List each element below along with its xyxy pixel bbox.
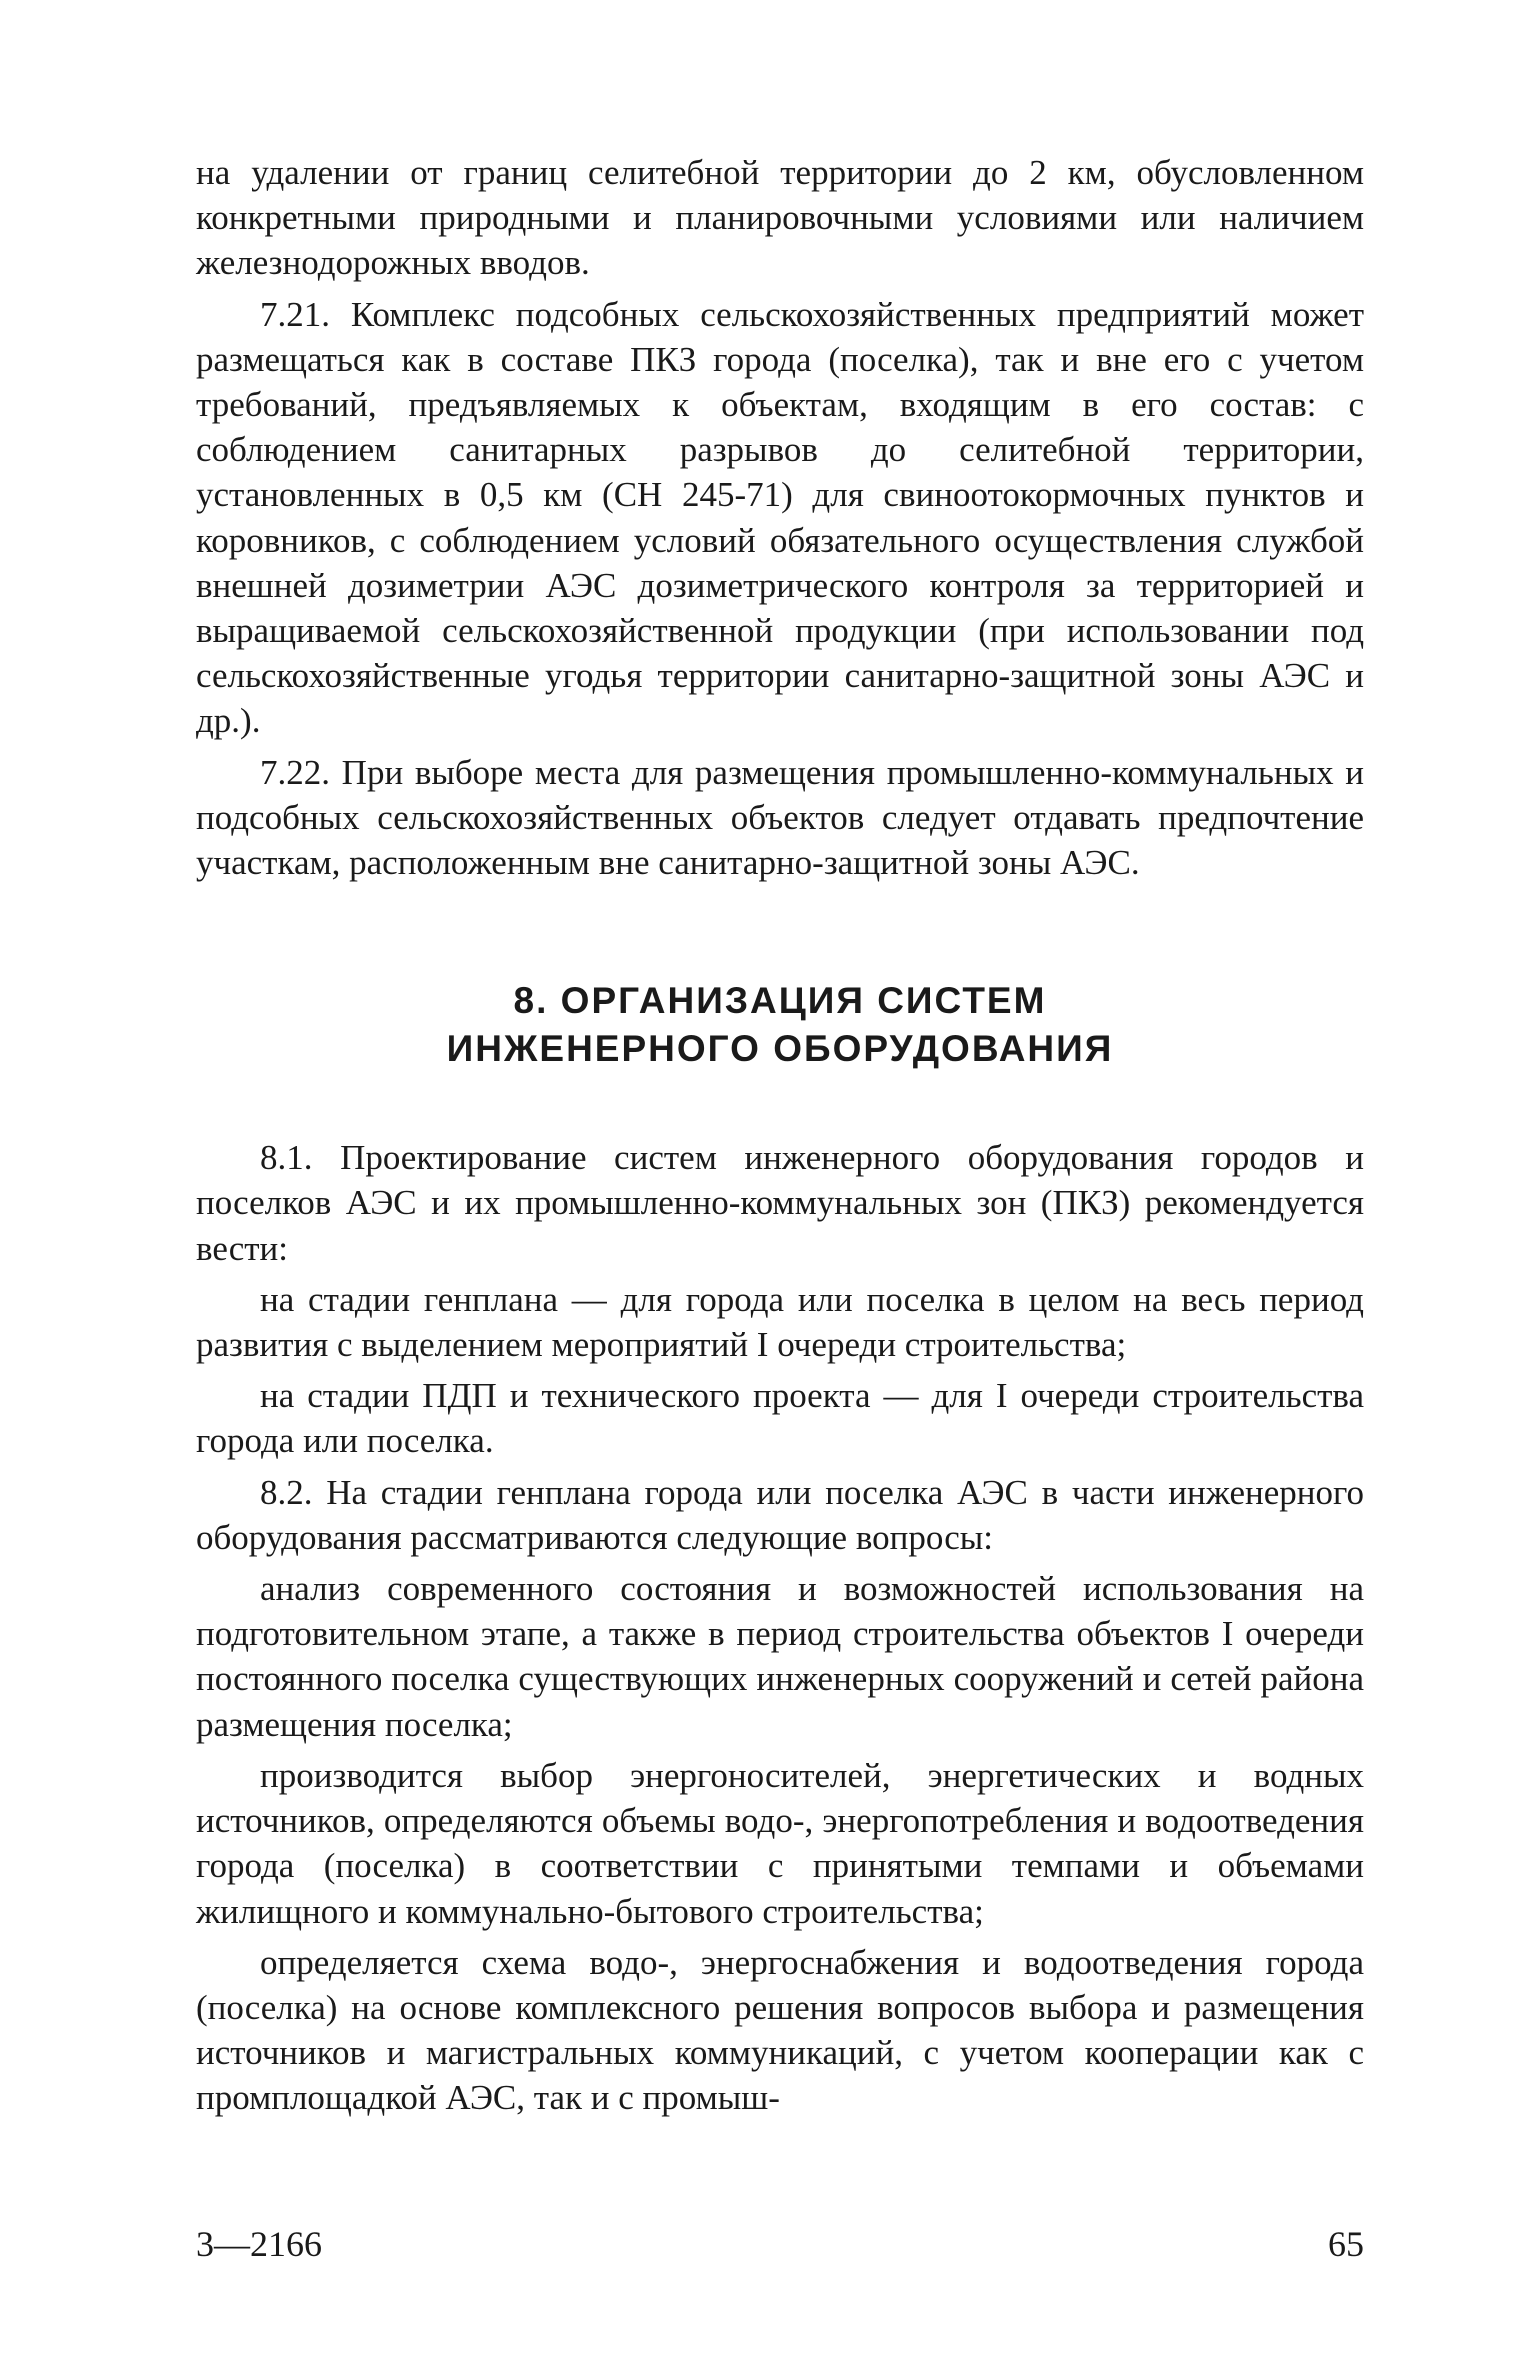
paragraph-8-2: 8.2. На стадии генплана города или поселка АЭС в части инженерного оборудования рассматриваются следующие вопросы: — [196, 1472, 1364, 1557]
paragraph-pdp-stage: на стадии ПДП и технического проекта — для I очереди строительства города или поселка. — [196, 1376, 1364, 1461]
paragraph-analysis: анализ современного состояния и возможностей использования на подготовительном этапе, а также в период строительства объектов I очереди постоянного поселка существующих инженерных сооружений и сетей района размещения поселка; — [196, 1569, 1364, 1744]
paragraph-7-21: 7.21. Комплекс подсобных сельскохозяйственных предприятий может размещаться как в составе ПКЗ города (поселка), так и вне его с учетом требований, предъявляемых к объектам, входящим в его состав: с соблюдением санитарных разрывов до селитебной территории, установленных в 0,5 км (СН 245-71) для свиноотокормочных пунктов и коровников, с соблюдением условий обязательного осуществления службой внешней дозиметрии АЭС дозиметрического контроля за территорией и выращиваемой сельскохозяйственной продукции (при использовании под сельскохозяйственные угодья территории санитарно-защитной зоны АЭС и др.). — [196, 294, 1364, 741]
paragraph-8-1: 8.1. Проектирование систем инженерного оборудования городов и поселков АЭС и их промышленно-коммунальных зон (ПКЗ) рекомендуется вести: — [196, 1138, 1364, 1268]
paragraph-energy-selection: производится выбор энергоносителей, энергетических и водных источников, определяются объемы водо-, энергопотребления и водоотведения города (поселка) в соответствии с принятыми темпами и объемами жилищного и коммунально-бытового строительства; — [196, 1755, 1364, 1931]
paragraph-continuation: на удалении от границ селитебной территории до 2 км, обусловленном конкретными природными и планировочными условиями или наличием железнодорожных вводов. — [196, 153, 1364, 283]
printer-signature: 3—2166 — [196, 2224, 322, 2264]
paragraph-7-22: 7.22. При выборе места для размещения промышленно-коммунальных и подсобных сельскохозяйственных объектов следует отдавать предпочтение участкам, расположенным вне санитарно-защитной зоны АЭС. — [196, 752, 1364, 883]
paragraph-genplan-stage: на стадии генплана — для города или поселка в целом на весь период развития с выделением мероприятий I очереди строительства; — [196, 1279, 1364, 1365]
section-heading — [196, 977, 1364, 1073]
paragraph-supply-scheme: определяется схема водо-, энергоснабжения и водоотведения города (поселка) на основе комплексного решения вопросов выбора и размещения источников и магистральных коммуникаций, с учетом кооперации как с промплощадкой АЭС, так и с промыш- — [196, 1942, 1364, 2118]
section-heading-line-2: ИНЖЕНЕРНОГО ОБОРУДОВАНИЯ — [446, 1028, 1114, 1070]
page-body — [196, 150, 1364, 2121]
page-number: 65 — [1328, 2224, 1364, 2264]
section-heading-line-1: 8. ОРГАНИЗАЦИЯ СИСТЕМ — [513, 980, 1047, 1022]
